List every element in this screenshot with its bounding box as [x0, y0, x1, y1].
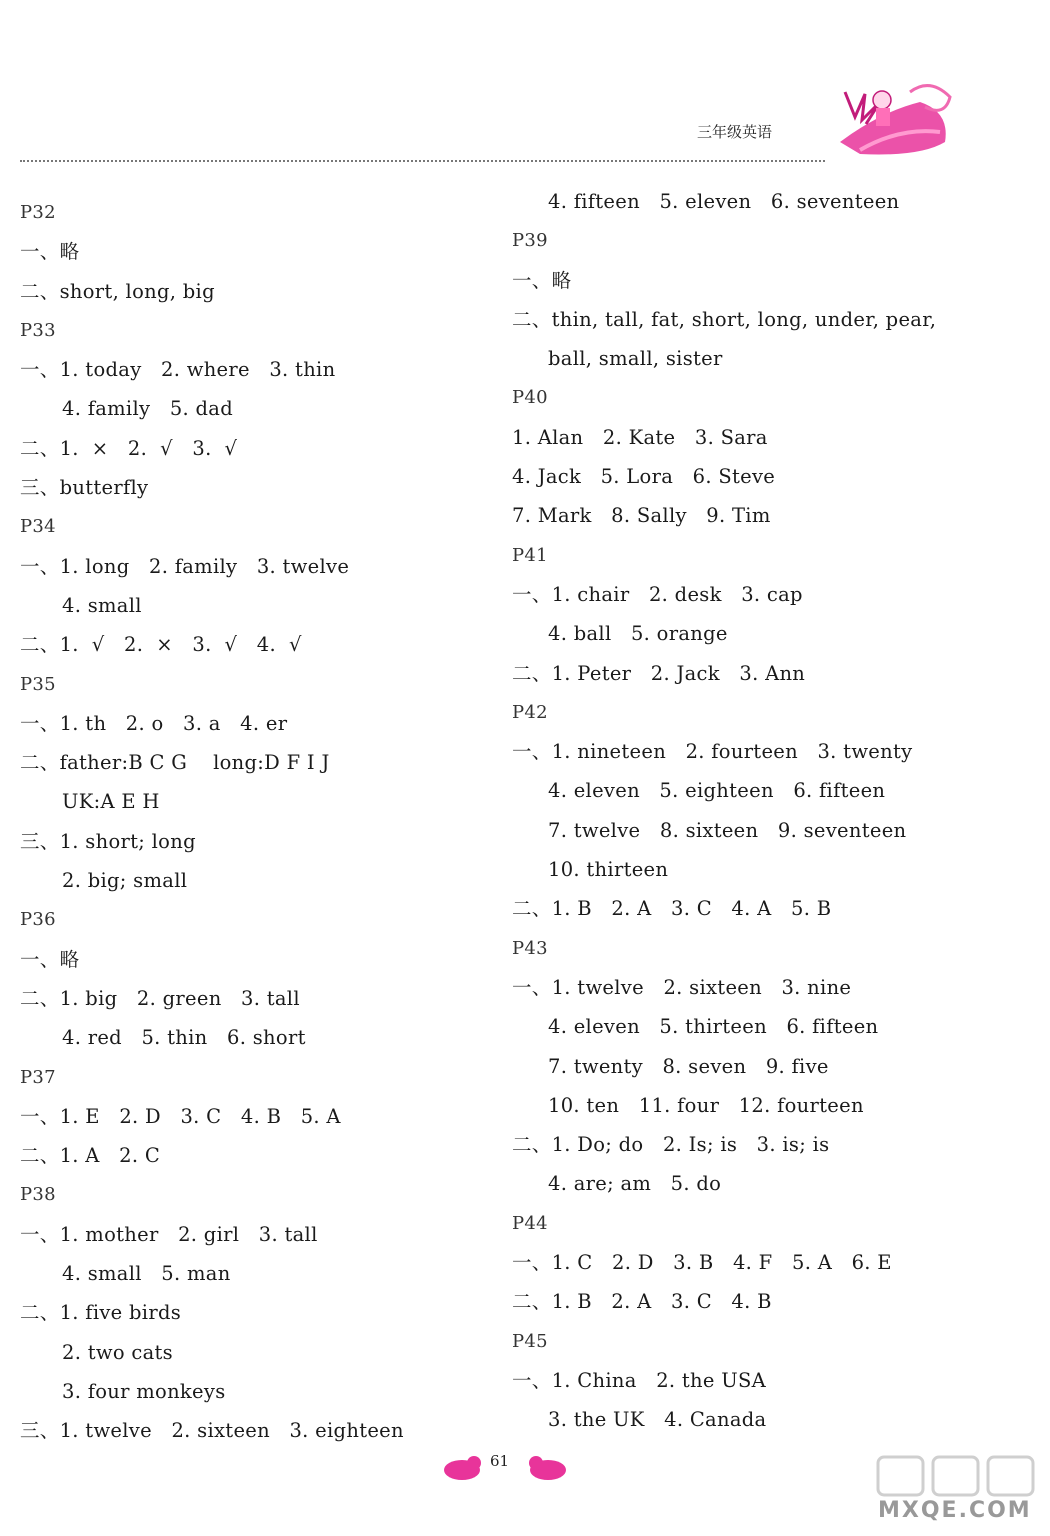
answer-line: 一、1. nineteen 2. fourteen 3. twenty: [512, 740, 913, 764]
answer-line: 一、1. E 2. D 3. C 4. B 5. A: [20, 1104, 341, 1128]
answer-line: 二、1. × 2. √ 3. √: [20, 436, 238, 460]
answer-line: 三、1. twelve 2. sixteen 3. eighteen: [20, 1419, 404, 1443]
answer-line: 二、1. B 2. A 3. C 4. B: [512, 1290, 772, 1314]
page-reference: P37: [20, 1066, 56, 1088]
answer-line: 二、short, long, big: [20, 279, 215, 303]
answer-line: 一、1. chair 2. desk 3. cap: [512, 582, 803, 606]
answer-line: 二、1. A 2. C: [20, 1144, 161, 1168]
cartoon-mascot-icon: [800, 72, 955, 162]
answer-line: 一、1. mother 2. girl 3. tall: [20, 1222, 318, 1246]
answer-line: 4. ball 5. orange: [548, 622, 728, 646]
answer-line: 4. are; am 5. do: [548, 1172, 722, 1196]
answer-line: 一、略: [20, 240, 80, 264]
page-reference: P44: [512, 1212, 548, 1234]
answer-line: 3. the UK 4. Canada: [548, 1408, 767, 1432]
answer-line: 二、thin, tall, fat, short, long, under, pear,: [512, 307, 937, 331]
answer-line: 二、father:B C G long:D F I J: [20, 751, 330, 775]
answers-right-column: [512, 182, 1032, 1440]
answer-line: 4. family 5. dad: [62, 397, 234, 421]
answer-line: 7. twenty 8. seven 9. five: [548, 1054, 829, 1078]
page-reference: P36: [20, 909, 56, 931]
answer-line: 一、1. long 2. family 3. twelve: [20, 554, 350, 578]
answer-line: 二、1. Peter 2. Jack 3. Ann: [512, 661, 806, 685]
answer-line: 三、butterfly: [20, 476, 149, 500]
answer-line: 4. red 5. thin 6. short: [62, 1026, 306, 1050]
answer-line: 二、1. Do; do 2. Is; is 3. is; is: [512, 1133, 830, 1157]
answer-line: 4. fifteen 5. eleven 6. seventeen: [548, 190, 900, 213]
answer-line: 二、1. B 2. A 3. C 4. A 5. B: [512, 897, 832, 921]
answer-line: 4. eleven 5. thirteen 6. fifteen: [548, 1015, 879, 1039]
page-reference: P43: [512, 937, 548, 959]
page-reference: P34: [20, 516, 56, 538]
answer-line: 三、1. short; long: [20, 829, 196, 853]
answer-line: 4. small: [62, 593, 142, 617]
page-reference: P41: [512, 544, 548, 566]
answer-line: 一、1. China 2. the USA: [512, 1368, 767, 1392]
answer-line: 4. Jack 5. Lora 6. Steve: [512, 465, 776, 489]
answer-line: ball, small, sister: [548, 347, 723, 371]
answer-line: 一、1. twelve 2. sixteen 3. nine: [512, 975, 852, 999]
answer-line: UK:A E H: [62, 790, 160, 814]
answer-line: 一、1. today 2. where 3. thin: [20, 358, 336, 382]
page-reference: P32: [20, 202, 56, 223]
header-title: 三年级英语: [697, 123, 773, 141]
answer-line: 10. ten 11. four 12. fourteen: [548, 1093, 864, 1117]
answer-line: 一、略: [512, 268, 572, 292]
answer-line: 一、1. th 2. o 3. a 4. er: [20, 711, 288, 735]
page-reference: P38: [20, 1184, 56, 1206]
answer-line: 10. thirteen: [548, 858, 669, 882]
page-reference: P33: [20, 319, 56, 341]
answer-line: 7. Mark 8. Sally 9. Tim: [512, 504, 771, 528]
page-reference: P35: [20, 673, 56, 695]
page-reference: P40: [512, 387, 548, 409]
page-reference: P42: [512, 701, 548, 723]
answer-line: 二、1. √ 2. × 3. √ 4. √: [20, 633, 302, 657]
answer-line: 4. eleven 5. eighteen 6. fifteen: [548, 779, 886, 803]
answer-line: 二、1. five birds: [20, 1301, 182, 1325]
header-divider: [20, 160, 825, 162]
answers-left-column: [20, 193, 490, 1451]
answer-line: 7. twelve 8. sixteen 9. seventeen: [548, 818, 907, 842]
answer-line: 一、略: [20, 947, 80, 971]
answer-line: 2. big; small: [62, 869, 188, 893]
page-reference: P45: [512, 1330, 548, 1352]
answer-line: 2. two cats: [62, 1340, 173, 1364]
answer-line: 1. Alan 2. Kate 3. Sara: [512, 425, 768, 449]
answer-line: 二、1. big 2. green 3. tall: [20, 986, 300, 1010]
page-number: 61: [490, 1452, 510, 1470]
watermark-text: MXQE.COM: [878, 1498, 1032, 1523]
answer-line: 一、1. C 2. D 3. B 4. F 5. A 6. E: [512, 1251, 892, 1275]
answer-line: 4. small 5. man: [62, 1262, 231, 1286]
page-reference: P39: [512, 230, 548, 252]
answer-line: 3. four monkeys: [62, 1379, 226, 1403]
